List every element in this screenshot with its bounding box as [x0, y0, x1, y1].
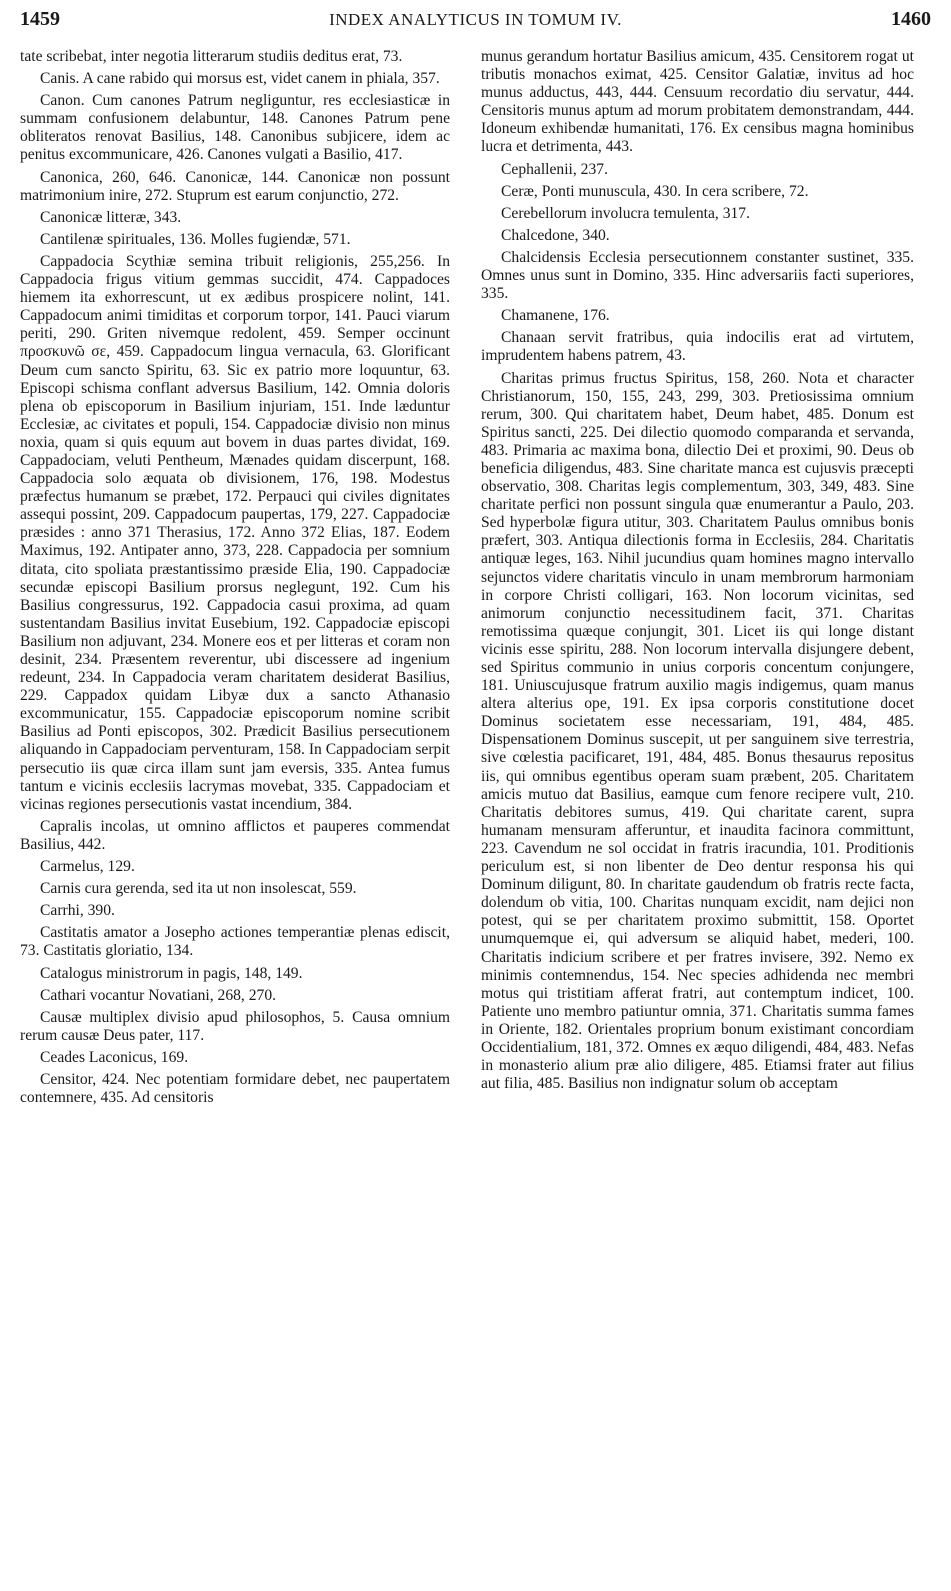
- index-entry: Carrhi, 390.: [40, 902, 115, 920]
- index-entry: Capralis incolas, ut omnino afflictos et pauperes commendat Basilius, 442.: [20, 817, 450, 853]
- index-entry: Canonicæ litteræ, 343.: [40, 208, 182, 226]
- index-entry: Chamanene, 176.: [501, 307, 610, 325]
- index-entry: Chalcedone, 340.: [501, 226, 610, 244]
- index-entry: Cappadocia Scythiæ semina tribuit religionis, 255,256. In Cappadocia frigus vitium gemmas succidit, 474. Cappadoces hiemem ita exhorrescunt, ut ex ædibus prospicere nolint, 141. Cappadocum animi timiditas et corporum torpor, 141. Pauci viarum periti, 290. Griten nivemque redolent, 459. Semper occinunt προσκυνῶ σε, 459. Cappadocum lingua vernacula, 63. Glorificant Deum cum sancto Spiritu, 63. Sic ex patrio more loquuntur, 63. Episcopi schisma conflant adversus Basilium, 142. Omnia doloris plena ob episcoporum in Basilium injuriam, 151. Inde læduntur Ecclesiæ, ac civitates et populi, 154. Cappadociæ divisio non minus noxia, quam si quis equum aut bovem in duas partes dividat, 169. Cappadociam, veluti Pentheum, Mænades quidam discerpunt, 168. Cappadocia solo æquata ob divisionem, 176, 198. Modestus præfectus humanum se præbet, 172. Perpauci qui civiles dignitates assequi possint, 209. Cappadocum paupertas, 179, 227. Cappadociæ præsides : anno 371 Therasius, 172. Anno 372 Elias, 187. Eodem Maximus, 192. Antipater anno, 373, 228. Cappadocia per somnium ditata, cito spoliata præstantissimo præside Elia, 190. Cappadociæ secundæ episcopi Basilium prorsus neglegunt, 192. Cum his Basilius congressurus, 192. Cappadocia casui proxima, ad quam sustentandam Basilius invitat Eusebium, 192. Cappadociæ episcopi Basilium non adjuvant, 234. Monere eos et per litteras et coram non desinit, 234. Præsentem reverentur, ubi discessere ad ingenium redeunt, 234. In Cappadocia veram charitatem desiderat Basilius, 229. Cappadox quidam Libyæ dux a sancto Athanasio excommunicatur, 155. Cappadociæ episcoporum nomine scribit Basilius ad Ponti episcopos, 302. Prædicit Basilius persecutionem aliquando in Cappadociam perventuram, 158. In Cappadociam serpit persecutio iis quæ circa illam sunt jam eversis, 335. Antea fumus tantum e vicinis ecclesiis lacrymas movebat, 335. Cappadociam et vicinas regiones persecutionis vastat incendium, 384.: [20, 252, 450, 813]
- page-title: INDEX ANALYTICUS IN TOMUM IV.: [329, 10, 622, 29]
- index-entry: Carmelus, 129.: [40, 858, 135, 876]
- index-entry: Carnis cura gerenda, sed ita ut non insolescat, 559.: [40, 880, 357, 898]
- index-entry: munus gerandum hortatur Basilius amicum, 435. Censitorem rogat ut tributis monachos eximat, 425. Censitor Galatiæ, invitus ad hoc munus adductus, 443, 444. Censuum recordatio diu servatur, 444. Censitoris munus aptum ad morum probitatem demonstrandam, 444. Idoneum exhibendæ humanitati, 176. Ex censibus magna hominibus lucra et detrimenta, 443.: [481, 48, 914, 156]
- index-entry: Cantilenæ spirituales, 136. Molles fugiendæ, 571.: [40, 230, 351, 248]
- index-entry: Cephallenii, 237.: [501, 160, 608, 178]
- right-column: [481, 48, 914, 1583]
- index-entry: tate scribebat, inter negotia litterarum studiis deditus erat, 73.: [20, 48, 403, 65]
- index-entry: Catalogus ministrorum in pagis, 148, 149.: [40, 964, 303, 982]
- index-entry: Canis. A cane rabido qui morsus est, videt canem in phiala, 357.: [40, 70, 440, 88]
- index-entry: Charitas primus fructus Spiritus, 158, 260. Nota et character Christianorum, 150, 155, 243, 299, 303. Pretiosissima omnium rerum, 300. Qui charitatem habet, Deum habet, 485. Donum est Spiritus sancti, 225. Dei dilectio quomodo comparanda et servanda, 483. Primaria ac maxima bona, dilectio Dei et proximi, 90. Deus ob beneficia diligendus, 483. Sine charitate manca est cujusvis præcepti observatio, 308. Charitas legis complementum, 303, 349, 483. Sine charitate perfici non possunt singula quæ enumerantur a Paulo, 203. Sed hyperbolæ figura utitur, 303. Charitatem Paulus omnibus bonis præfert, 303. Antiqua dilectionis forma in Ecclesiis, 284. Charitatis antiquæ leges, 163. Nihil jucundius quam homines magno intervallo sejunctos videre charitatis vinculo in unam membrorum harmoniam in corpore Christi colligari, 163. Non locorum vicinitas, sed animorum conjunctio necessitudinem facit, 371. Charitas remotissima quæque conjungit, 301. Licet iis qui longe distant vicinis esse spiritu, 288. Non locorum intervalla disjungere debent, sed Spiritus communio in unius corporis concentum conjungere, 181. Uniuscujusque fratrum auxilio magis indigemus, quam manus altera alterius ope, 191. Ex ipsa corporis constitutione docet Dominus societatem esse necessariam, 191, 484, 485. Dispensationem Dominus suscepit, ut per sanguinem sive terrestria, sive cœlestia pacificaret, 191, 484, 485. Bonus thesaurus repositus iis, qui omnibus egentibus operam suam præbent, 205. Charitatem amicis mutuo dat Basilius, eamque cum fenore recipere vult, 210. Charitatis debitores sumus, 419. Qui charitate carent, supra humanam mensuram afferuntur, et inaudita facinora committunt, 223. Cavendum ne sol occidat in fratris iracundia, 101. Proditionis periculum est, si non libenter de Deo dentur responsa his qui Dominum diligunt, 80. In charitate gaudendum ob fratris recte facta, dolendum ob vitia, 100. Charitas nunquam excidit, nam dejici non potest, qui se per charitatem proximo submittit, 158. Oportet unumquemque ei, qui adversum se aliquid habet, mederi, 100. Charitatis indicium scribere et per fratres invisere, 392. Nemo ex minimis contemnendus, 154. Nec species adhidenda nec membri motus qui tristitiam afferat fratri, aut contemptum indicet, 100. Patiente uno membro patiuntur omnia, 371. Charitatis summa fames in Oriente, 182. Orientales proprium bonum existimant concordiam Occidentialium, 181, 372. Omnes ex æquo diligendi, 484, 483. Nefas in monasterio alium præ alio diligere, 485. Etiamsi frater aut filius aut filia, 485. Basilius non indignatur solum ob acceptam: [481, 369, 914, 1093]
- index-entry: Ceræ, Ponti munuscula, 430. In cera scribere, 72.: [501, 182, 809, 200]
- index-entry: Canonica, 260, 646. Canonicæ, 144. Canonicæ non possunt matrimonium inire, 272. Stuprum est earum conjunctio, 272.: [20, 168, 450, 204]
- index-entry: Chanaan servit fratribus, quia indocilis erat ad virtutem, imprudentem habens patrem, 43.: [481, 329, 914, 365]
- index-entry: Castitatis amator a Josepho actiones temperantiæ plenas ediscit, 73. Castitatis gloriatio, 134.: [20, 924, 450, 960]
- index-entry: Ceades Laconicus, 169.: [40, 1048, 189, 1066]
- index-entry: Chalcidensis Ecclesia persecutionnem constanter sustinet, 335. Omnes unus sunt in Domino, 335. Hinc adversariis facti superiores, 335.: [481, 248, 914, 303]
- running-header: [20, 8, 931, 38]
- index-entry: Cathari vocantur Novatiani, 268, 270.: [40, 986, 277, 1004]
- left-page-number: 1459: [20, 8, 60, 30]
- index-entry: Causæ multiplex divisio apud philosophos, 5. Causa omnium rerum causæ Deus pater, 117.: [20, 1008, 450, 1044]
- index-entry: Cerebellorum involucra temulenta, 317.: [501, 204, 750, 222]
- index-entry: Censitor, 424. Nec potentiam formidare debet, nec paupertatem contemnere, 435. Ad censitoris: [20, 1070, 450, 1107]
- right-page-number: 1460: [891, 8, 931, 30]
- left-column: [20, 48, 450, 1583]
- index-entry: Canon. Cum canones Patrum negliguntur, res ecclesiasticæ in summam confusionem delabuntur, 148. Canones Patrum pene obliteratos renovat Basilius, 148. Canonibus subjicere, idem ac penitus excommunicare, 426. Canones vulgati a Basilio, 417.: [20, 92, 450, 164]
